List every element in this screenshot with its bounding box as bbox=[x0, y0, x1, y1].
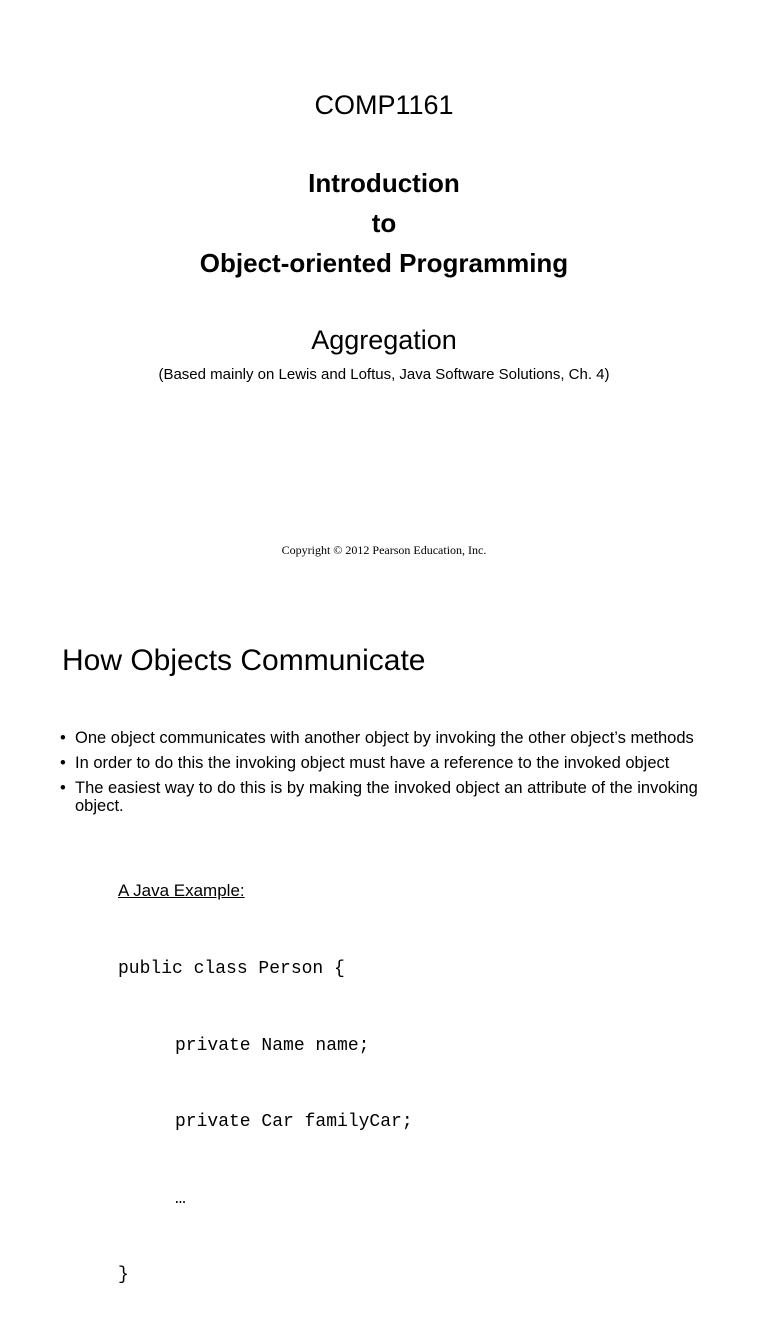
bullet-list bbox=[60, 730, 720, 823]
code-line: } bbox=[118, 1265, 129, 1285]
bullet-marker: • bbox=[60, 729, 66, 747]
content-slide bbox=[0, 596, 768, 1285]
bullet-marker: • bbox=[60, 754, 66, 772]
bullet-item bbox=[60, 755, 720, 773]
slide-subtitle: Aggregation bbox=[311, 325, 457, 355]
code-block bbox=[118, 906, 413, 1340]
title-line-2: to bbox=[371, 208, 397, 238]
bullet-marker: • bbox=[60, 779, 66, 797]
bullet-item bbox=[60, 780, 720, 815]
code-line: private Car familyCar; bbox=[175, 1112, 413, 1132]
bullet-item bbox=[60, 730, 720, 748]
bullet-text: The easiest way to do this is by making the invoked object an attribute of the invoking object. bbox=[75, 779, 698, 815]
slide-heading: How Objects Communicate bbox=[62, 644, 426, 677]
example-label: A Java Example: bbox=[118, 881, 245, 900]
course-code: COMP1161 bbox=[314, 90, 454, 120]
code-line: private Name name; bbox=[175, 1035, 370, 1056]
copyright-notice: Copyright © 2012 Pearson Education, Inc. bbox=[281, 543, 487, 557]
title-line-1: Introduction bbox=[308, 168, 460, 198]
title-line-3: Object-oriented Programming bbox=[199, 248, 569, 278]
title-slide bbox=[0, 0, 768, 596]
code-line: … bbox=[175, 1188, 186, 1209]
code-line: public class Person { bbox=[118, 959, 345, 979]
source-note: (Based mainly on Lewis and Loftus, Java Software Solutions, Ch. 4) bbox=[158, 366, 610, 383]
bullet-text: In order to do this the invoking object must have a reference to the invoked object bbox=[75, 754, 670, 772]
bullet-text: One object communicates with another object by invoking the other object’s methods bbox=[75, 729, 694, 747]
